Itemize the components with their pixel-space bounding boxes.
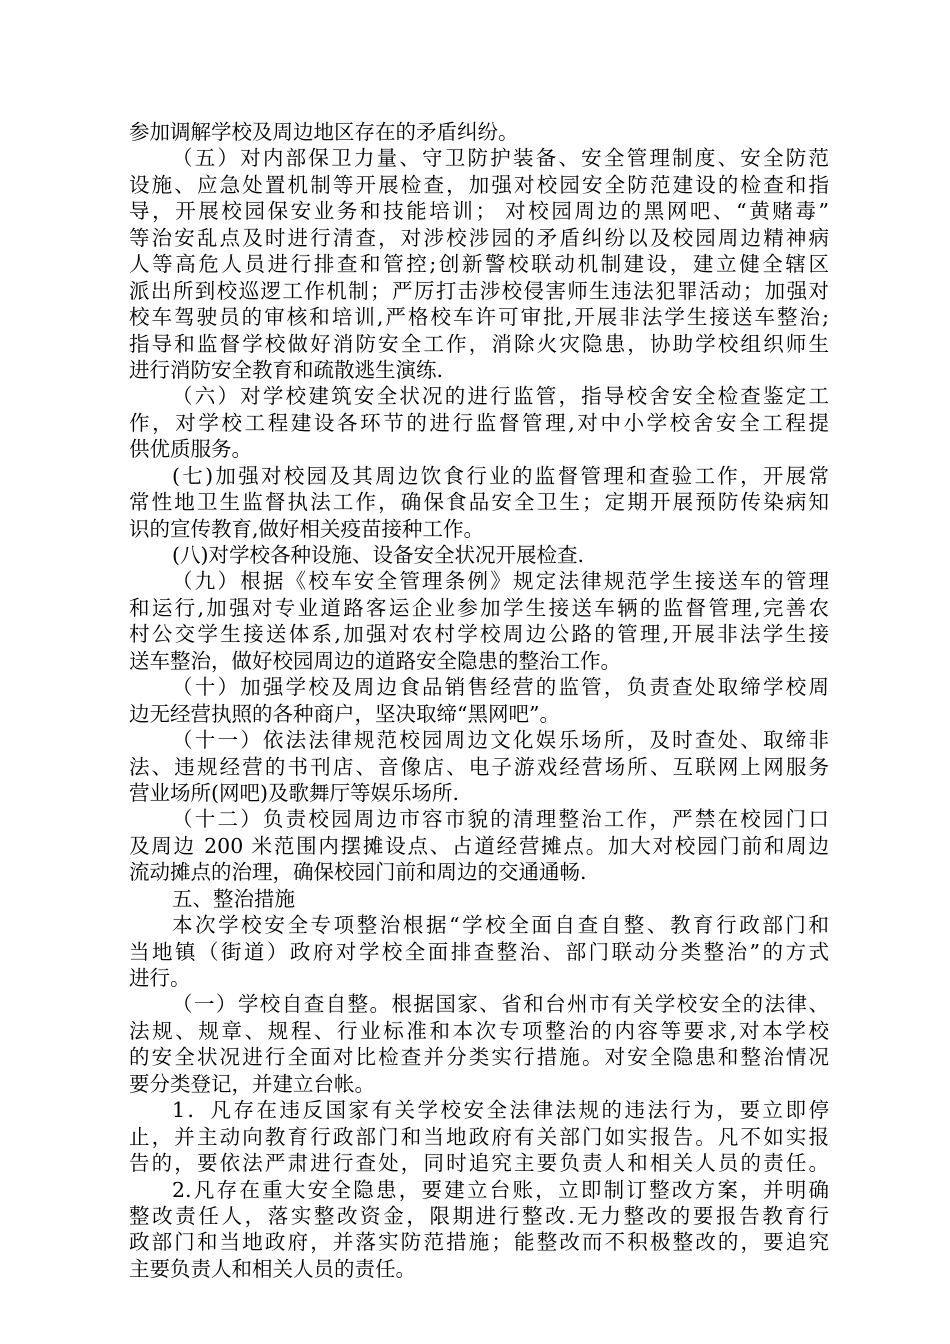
text-line: 主要负责人和相关人员的责任。 [129,1256,416,1281]
text-line: 告的，要依法严肃进行查处，同时追究主要负责人和相关人员的责任。 [129,1151,829,1176]
text-line: 识的宣传教育,做好相关疫苗接种工作。 [129,516,485,541]
text-line: 参加调解学校及周边地区存在的矛盾纠纷。 [129,120,519,144]
text-line: 指导和监督学校做好消防安全工作，消除火灾隐患，协助学校组织师生 [129,331,829,356]
text-line: 和运行,加强对专业道路客运企业参加学生接送车辆的监督管理,完善农 [129,595,829,620]
measure-1-start: （一）学校自查自整。根据国家、省和台州市有关学校安全的法律、 [172,992,829,1017]
paragraph-10-start: （十）加强学校及周边食品销售经营的监管，负责查处取缔学校周 [172,675,829,700]
text-line: 法、违规经营的书刊店、音像店、电子游戏经营场所、互联网上网服务 [129,754,829,779]
paragraph-9-start: （九）根据《校车安全管理条例》规定法律规范学生接送车的管理 [172,569,829,594]
text-line: 营业场所(网吧)及歌舞厅等娱乐场所. [129,780,460,805]
paragraph-8: (八)对学校各种设施、设备安全状况开展检查. [172,543,585,567]
text-line: 进行。 [129,966,191,990]
section-heading: 五、整治措施 [172,886,295,911]
text-line: 校车驾驶员的审核和培训,严格校车许可审批,开展非法学生接送车整治; [129,305,829,330]
text-line: 及周边 200 米范围内摆摊设点、占道经营摊点。加大对校园门前和周边 [129,833,829,858]
text-line: 供优质服务。 [129,437,252,462]
paragraph-6-start: （六）对学校建筑安全状况的进行监管，指导校舍安全检查鉴定工 [172,384,829,409]
text-line: 等治安乱点及时进行清查，对涉校涉园的矛盾纠纷以及校园周边精神病 [129,225,829,250]
paragraph-11-start: （十一）依法法律规范校园周边文化娱乐场所，及时查处、取缔非 [172,728,829,753]
text-line: 整改责任人，落实整改资金，限期进行整改.无力整改的要报告教育行 [129,1203,829,1228]
document-body [129,119,829,1282]
text-line: 政部门和当地政府，并落实防范措施；能整改而不积极整改的，要追究 [129,1230,829,1255]
text-line: 常性地卫生监督执法工作，确保食品安全卫生；定期开展预防传染病知 [129,490,829,515]
text-line: 的安全状况进行全面对比检查并分类实行措施。对安全隐患和整治情况 [129,1045,829,1070]
paragraph-7-start: (七)加强对校园及其周边饮食行业的监督管理和查验工作，开展常 [172,463,829,488]
paragraph-12-start: （十二）负责校园周边市容市貌的清理整治工作，严禁在校园门口 [172,807,829,832]
text-line: 村公交学生接送体系,加强对农村学校周边公路的管理,开展非法学生接 [129,622,829,647]
text-line: 派出所到校巡逻工作机制；严厉打击涉校侵害师生违法犯罪活动；加强对 [129,278,829,303]
text-line: 边无经营执照的各种商户，坚决取缔“黑网吧”。 [129,701,560,726]
text-line: 作，对学校工程建设各环节的进行监督管理,对中小学校舍安全工程提 [129,410,829,435]
section-intro-start: 本次学校安全专项整治根据“学校全面自查自整、教育行政部门和 [172,913,829,938]
text-line: 设施、应急处置机制等开展检查，加强对校园安全防范建设的检查和指 [129,172,829,197]
item-1-start: 1．凡存在违反国家有关学校安全法律法规的违法行为，要立即停 [172,1098,829,1123]
text-line: 送车整治，做好校园周边的道路安全隐患的整治工作。 [129,648,621,673]
paragraph-5-start: （五）对内部保卫力量、守卫防护装备、安全管理制度、安全防范 [172,146,829,171]
text-line: 法规、规章、规程、行业标准和本次专项整治的内容等要求,对本学校 [129,1018,829,1043]
text-line: 导，开展校园保安业务和技能培训； 对校园周边的黑网吧、“黄赌毒” [129,199,829,224]
text-line: 人等高危人员进行排查和管控;创新警校联动机制建设，建立健全辖区 [129,252,829,277]
text-line: 进行消防安全教育和疏散逃生演练. [129,357,444,382]
text-line: 流动摊点的治理，确保校园门前和周边的交通通畅. [129,860,587,885]
item-2-start: 2.凡存在重大安全隐患，要建立台账，立即制订整改方案，并明确 [172,1177,829,1202]
text-line: 当地镇（街道）政府对学校全面排查整治、部门联动分类整治”的方式 [129,939,829,964]
text-line: 止，并主动向教育行政部门和当地政府有关部门如实报告。凡不如实报 [129,1124,829,1149]
text-line: 要分类登记，并建立台帐。 [129,1071,375,1096]
